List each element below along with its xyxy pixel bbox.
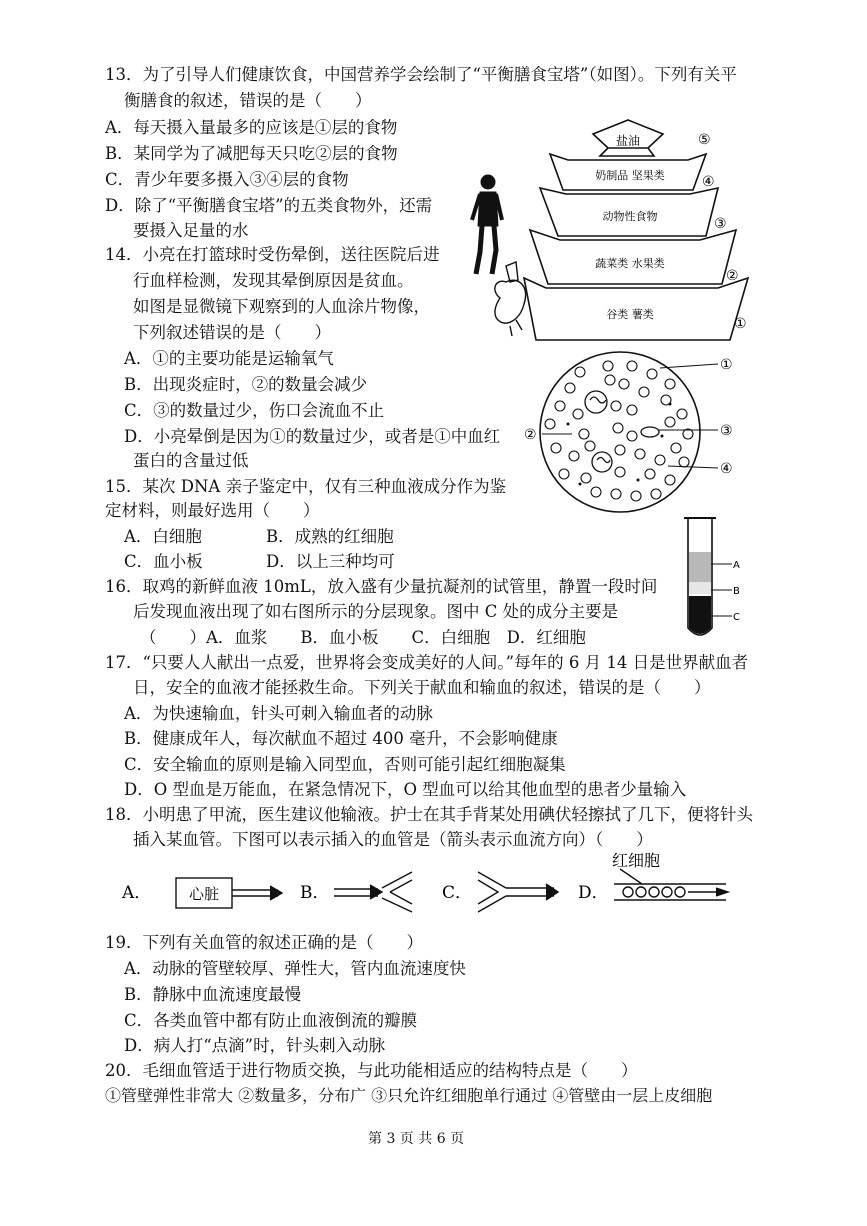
red-blood-cell xyxy=(581,473,591,483)
capillary-drawing xyxy=(614,869,728,900)
red-blood-cell xyxy=(585,441,595,451)
red-blood-cell xyxy=(645,469,655,479)
test-tube-drawing xyxy=(676,512,746,644)
red-blood-cell xyxy=(613,423,623,433)
runner-drawing xyxy=(470,170,540,340)
tube-layer-b xyxy=(689,582,711,594)
red-blood-cell xyxy=(615,467,625,477)
q16-stem-line1: 16．取鸡的新鲜血液 10mL，放入盛有少量抗凝剂的试管里，静置一段时间 xyxy=(105,577,658,596)
heart-label: 心脏 xyxy=(188,885,220,903)
q20-stem: 20．毛细血管适于进行物质交换，与此功能相适应的结构特点是（ ） xyxy=(105,1061,638,1080)
pagoda-number-1: ① xyxy=(734,316,747,332)
tube-label-c: C xyxy=(733,612,740,623)
q13-option-a: A．每天摄入量最多的应该是①层的食物 xyxy=(105,118,398,137)
q15-option-d: D．以上三种均可 xyxy=(266,552,395,571)
red-blood-cell xyxy=(665,417,675,427)
vessel-options-drawing xyxy=(120,850,745,922)
red-blood-cell xyxy=(591,487,601,497)
q14-option-d-line2: 蛋白的含量过低 xyxy=(133,451,249,470)
red-blood-cell xyxy=(573,409,583,419)
red-blood-cell xyxy=(579,429,589,439)
red-blood-cell xyxy=(627,431,637,441)
page-number-footer: 第 3 页 共 6 页 xyxy=(368,1131,465,1147)
q13-option-d-line1: D．除了“平衡膳食宝塔”的五类食物外，还需 xyxy=(105,196,433,215)
water-glass xyxy=(506,262,518,282)
pagoda-level-3-label: 动物性食物 xyxy=(602,210,658,223)
red-blood-cell xyxy=(575,367,585,377)
q14-option-d-line1: D．小亮晕倒是因为①的数量过少，或者是①中血红 xyxy=(124,427,501,446)
red-blood-cell xyxy=(555,401,565,411)
q18-option-d-label: D． xyxy=(578,883,609,903)
red-blood-cell xyxy=(559,469,569,479)
blood-smear-drawing xyxy=(520,344,745,514)
q14-option-a: A．①的主要功能是运输氧气 xyxy=(124,349,334,368)
q16-stem-line2: 后发现血液出现了如右图所示的分层现象。图中 C 处的成分主要是 xyxy=(133,602,619,621)
red-blood-cell xyxy=(569,451,579,461)
q17-stem-line2: 日，安全的血液才能拯救生命。下列关于献血和输血的叙述，错误的是（ ） xyxy=(133,678,711,697)
q20-options: ①管壁弹性非常大 ②数量多，分布广 ③只允许红细胞单行通过 ④管壁由一层上皮细胞 xyxy=(105,1086,713,1105)
runner-head xyxy=(481,175,495,189)
red-blood-cell xyxy=(647,369,657,379)
smear-label-3: ③ xyxy=(720,423,733,439)
pagoda-number-5: ⑤ xyxy=(698,132,711,148)
smear-label-2: ② xyxy=(524,427,537,443)
red-blood-cell xyxy=(627,405,637,415)
red-blood-cell xyxy=(679,457,689,467)
q18-option-b-label: B． xyxy=(300,883,330,903)
q14-stem-line1: 14．小亮在打篮球时受伤晕倒，送往医院后进 xyxy=(105,245,440,264)
red-blood-cell xyxy=(635,449,645,459)
q13-option-d-line2: 要摄入足量的水 xyxy=(133,221,249,240)
red-blood-cell-label: 红细胞 xyxy=(612,851,661,870)
red-blood-cell xyxy=(639,387,649,397)
pagoda-level-2-label: 蔬菜类 水果类 xyxy=(595,257,665,270)
red-blood-cell xyxy=(665,475,675,485)
q17-option-b: B．健康成年人，每次献血不超过 400 毫升，不会影响健康 xyxy=(124,729,558,748)
q18-stem-line2: 插入某血管。下图可以表示插入的血管是（箭头表示血流方向）（ ） xyxy=(133,830,653,849)
q19-option-a: A．动脉的管壁较厚、弹性大，管内血流速度快 xyxy=(124,959,466,978)
tube-label-b: B xyxy=(733,586,740,597)
pagoda-number-2: ② xyxy=(726,268,739,284)
q13-stem-line2: 衡膳食的叙述，错误的是（ ） xyxy=(124,91,372,110)
water-jug xyxy=(495,280,526,323)
arrow-right-icon xyxy=(546,884,558,900)
q19-stem: 19．下列有关血管的叙述正确的是（ ） xyxy=(105,933,423,952)
tube-layer-c xyxy=(689,596,711,634)
red-blood-cell xyxy=(655,455,665,465)
red-blood-cell xyxy=(665,379,675,389)
arrow-right-icon xyxy=(370,885,382,899)
q19-option-d: D．病人打“点滴”时，针头刺入动脉 xyxy=(124,1036,386,1055)
q15-option-b: B．成熟的红细胞 xyxy=(266,527,394,546)
q17-stem-line1: 17．“只要人人献出一点爱，世界将会变成美好的人间。”每年的 6 月 14 日是世界献血者 xyxy=(105,653,749,672)
red-blood-cell xyxy=(619,379,629,389)
red-blood-cell xyxy=(611,489,621,499)
runner-and-water-illustration xyxy=(470,170,540,340)
red-blood-cell xyxy=(631,491,641,501)
q13-option-c: C．青少年要多摄入③④层的食物 xyxy=(105,170,349,189)
q14-stem-line4: 下列叙述错误的是（ ） xyxy=(133,323,331,342)
tube-label-a: A xyxy=(733,560,740,571)
q17-option-c: C．安全输血的原则是输入同型血，否则可能引起红细胞凝集 xyxy=(124,755,566,774)
q17-option-a: A．为快速输血，针头可刺入输血者的动脉 xyxy=(124,704,433,723)
red-blood-cell xyxy=(545,419,555,429)
arrow-right-icon xyxy=(270,886,282,900)
q13-option-b: B．某同学为了减肥每天只吃②层的食物 xyxy=(105,144,398,163)
q19-option-b: B．静脉中血流速度最慢 xyxy=(124,985,302,1004)
q14-stem-line3: 如图是显微镜下观察到的人血涂片物像， xyxy=(133,297,430,316)
q15-stem-line1: 15．某次 DNA 亲子鉴定中，仅有三种血液成分作为鉴 xyxy=(105,477,507,496)
q18-option-a-label: A． xyxy=(122,883,152,903)
red-blood-cell xyxy=(627,361,637,371)
q14-option-b: B．出现炎症时，②的数量会减少 xyxy=(124,375,368,394)
q18-option-c-label: C． xyxy=(442,883,473,903)
q15-stem-line2: 定材料，则最好选用（ ） xyxy=(105,501,320,520)
red-blood-cell xyxy=(671,443,681,453)
q14-option-c: C．③的数量过少，伤口会流血不止 xyxy=(124,401,385,420)
q19-option-c: C．各类血管中都有防止血液倒流的瓣膜 xyxy=(124,1011,418,1030)
vessel-converging-drawing xyxy=(334,872,412,912)
red-blood-cell xyxy=(651,489,661,499)
red-blood-cell xyxy=(615,445,625,455)
smear-label-4: ④ xyxy=(720,461,733,477)
red-blood-cell xyxy=(551,443,561,453)
q18-stem-line1: 18．小明患了甲流，医生建议他输液。护士在其手背某处用碘伏轻擦拭了几下，便将针头 xyxy=(105,805,753,824)
pagoda-level-4-label: 奶制品 坚果类 xyxy=(595,169,665,182)
red-blood-cell xyxy=(603,361,613,371)
q14-stem-line2: 行血样检测，发现其晕倒原因是贫血。 xyxy=(133,271,414,290)
red-blood-cell xyxy=(677,409,687,419)
test-tube-figure xyxy=(676,512,746,644)
pagoda-level-1-label: 谷类 薯类 xyxy=(606,308,654,321)
q16-stem-line3: （ ）A．血浆 B．血小板 C．白细胞 D．红细胞 xyxy=(140,628,586,647)
red-blood-cell xyxy=(605,375,615,385)
q13-stem-line1: 13．为了引导人们健康饮食，中国营养学会绘制了“平衡膳食宝塔”（如图）。下列有关平 xyxy=(105,65,737,84)
platelet xyxy=(661,435,664,438)
vessel-diverging-drawing xyxy=(478,872,558,912)
pagoda-number-4: ④ xyxy=(702,174,715,190)
blood-smear-figure xyxy=(520,344,745,514)
platelet xyxy=(641,427,659,437)
red-blood-cell xyxy=(611,401,621,411)
tube-layer-a xyxy=(689,552,711,582)
pagoda-level-5-label: 盐油 xyxy=(615,134,641,148)
red-blood-cell xyxy=(565,383,575,393)
q15-option-a: A．白细胞 xyxy=(124,527,202,546)
blood-vessel-options-figure xyxy=(120,850,745,922)
arrow-right-icon xyxy=(716,888,728,896)
pagoda-number-3: ③ xyxy=(714,216,727,232)
smear-label-1: ① xyxy=(720,357,733,373)
q15-option-c: C．血小板 xyxy=(124,552,203,571)
q17-option-d: D．O 型血是万能血，在紧急情况下，O 型血可以给其他血型的患者少量输入 xyxy=(124,780,687,799)
